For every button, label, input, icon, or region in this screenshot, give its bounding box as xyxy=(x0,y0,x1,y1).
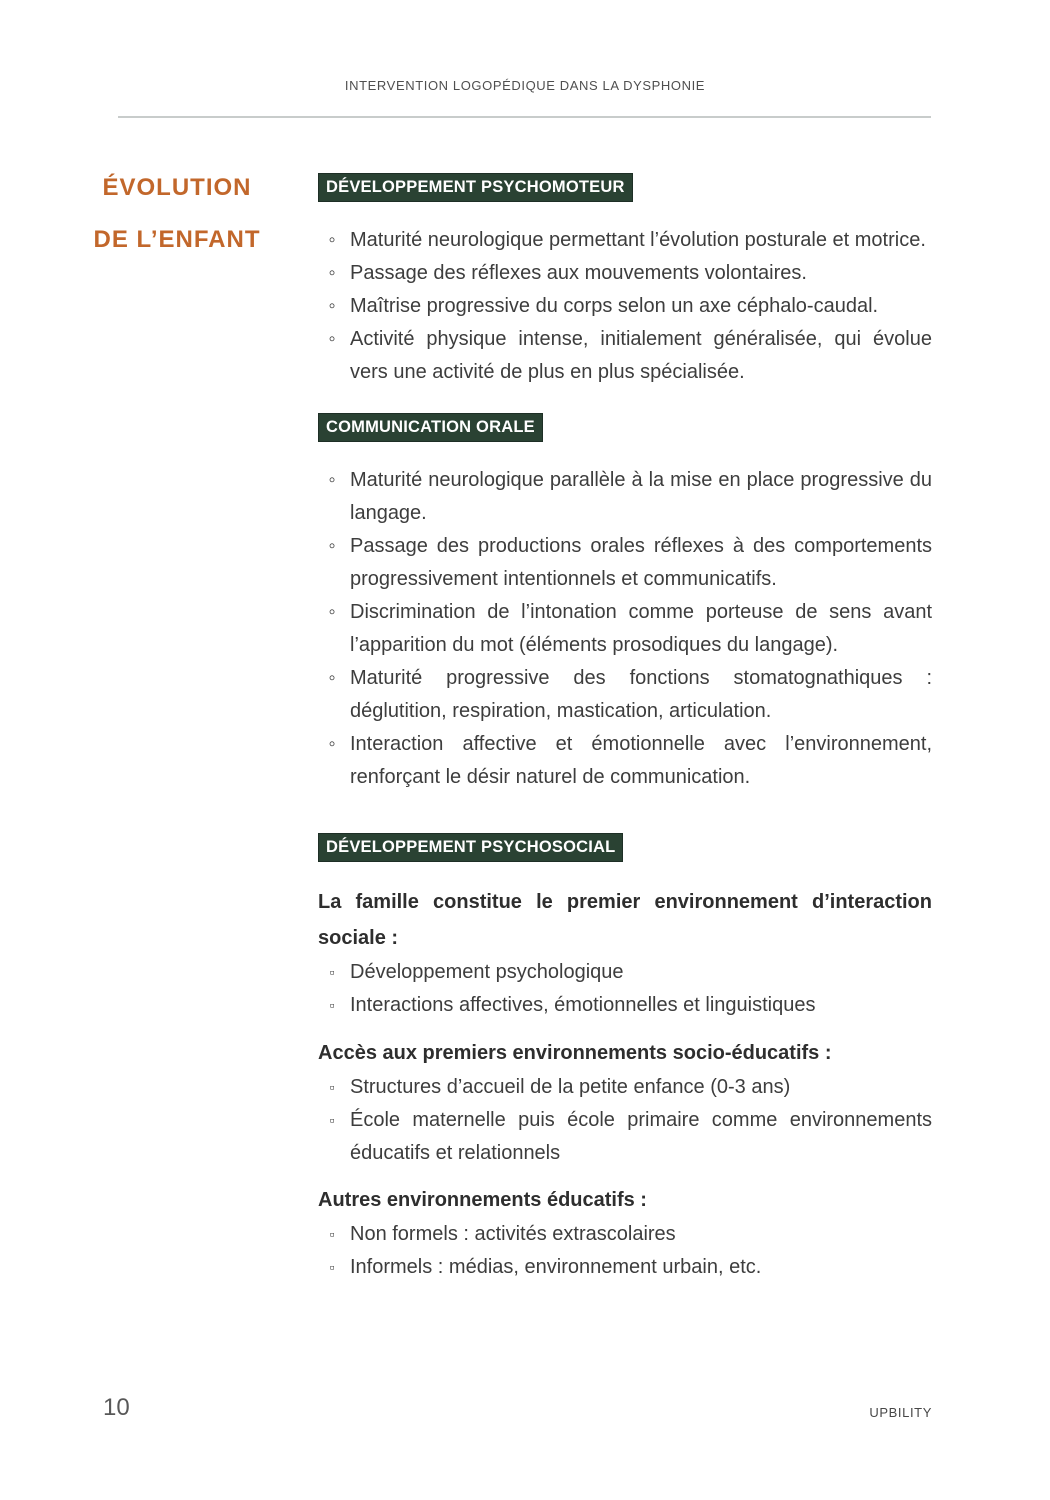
list-item xyxy=(318,290,932,323)
list-item xyxy=(318,1104,932,1170)
list-item xyxy=(318,1251,932,1284)
group-famille xyxy=(318,884,932,1022)
list-item-text: Activité physique intense, initialement généralisée, qui évolue vers une activité de plus en plus spécialisée. xyxy=(350,328,932,383)
bullet-list xyxy=(318,224,932,389)
square-bullet-icon: ▫ xyxy=(329,1226,335,1242)
list-item-text: Interaction affective et émotionnelle avec l’environnement, renforçant le désir naturel de communication. xyxy=(350,733,932,788)
list-item-text: Interactions affectives, émotionnelles et linguistiques xyxy=(350,994,816,1016)
header-divider xyxy=(118,116,931,118)
list-item xyxy=(318,989,932,1022)
list-item xyxy=(318,596,932,662)
square-bullet-icon: ▫ xyxy=(329,997,335,1013)
square-bullet-icon: ▫ xyxy=(329,1259,335,1275)
list-item-text: Discrimination de l’intonation comme porteuse de sens avant l’apparition du mot (éléments prosodiques du langage). xyxy=(350,601,932,656)
list-item xyxy=(318,530,932,596)
list-item xyxy=(318,1218,932,1251)
bullet-list xyxy=(318,956,932,1022)
group-heading: La famille constitue le premier environnement d’interaction sociale : xyxy=(318,891,932,949)
list-item-text: Maturité neurologique parallèle à la mise en place progressive du langage. xyxy=(350,469,932,524)
circle-bullet-icon: ◦ xyxy=(328,229,336,251)
section-developpement-psychosocial xyxy=(318,833,932,1284)
list-item-text: Maturité neurologique permettant l’évolution posturale et motrice. xyxy=(350,229,926,251)
circle-bullet-icon: ◦ xyxy=(328,535,336,557)
bullet-list xyxy=(318,464,932,794)
square-bullet-icon: ▫ xyxy=(329,1079,335,1095)
running-header: INTERVENTION LOGOPÉDIQUE DANS LA DYSPHONIE xyxy=(344,78,706,93)
chapter-title-line2: DE L’ENFANT xyxy=(93,226,261,253)
publisher-brand: UPBILITY xyxy=(869,1405,932,1420)
bullet-list xyxy=(318,1218,932,1284)
main-content xyxy=(318,173,932,1284)
list-item xyxy=(318,1071,932,1104)
badge-row xyxy=(318,173,932,202)
list-item xyxy=(318,956,932,989)
circle-bullet-icon: ◦ xyxy=(328,328,336,350)
circle-bullet-icon: ◦ xyxy=(328,601,336,623)
section-badge: COMMUNICATION ORALE xyxy=(318,413,543,442)
list-item-text: Non formels : activités extrascolaires xyxy=(350,1223,676,1245)
chapter-title xyxy=(58,162,296,266)
list-item-text: Maturité progressive des fonctions stomatognathiques : déglutition, respiration, mastication, articulation. xyxy=(350,667,932,722)
bullet-list xyxy=(318,1071,932,1170)
list-item xyxy=(318,728,932,794)
square-bullet-icon: ▫ xyxy=(329,1112,335,1128)
list-item-text: Structures d’accueil de la petite enfance (0-3 ans) xyxy=(350,1076,791,1098)
list-item xyxy=(318,257,932,290)
list-item-text: Passage des productions orales réflexes à des comportements progressivement intentionnels et communicatifs. xyxy=(350,535,932,590)
circle-bullet-icon: ◦ xyxy=(328,469,336,491)
square-bullet-icon: ▫ xyxy=(329,964,335,980)
circle-bullet-icon: ◦ xyxy=(328,262,336,284)
badge-row xyxy=(318,413,932,442)
badge-row xyxy=(318,833,932,862)
page-number: 10 xyxy=(103,1394,130,1421)
section-developpement-psychomoteur xyxy=(318,173,932,389)
chapter-title-line1: ÉVOLUTION xyxy=(102,174,252,201)
group-heading: Autres environnements éducatifs : xyxy=(318,1189,647,1211)
list-item-text: Maîtrise progressive du corps selon un axe céphalo-caudal. xyxy=(350,295,879,317)
list-item-text: Informels : médias, environnement urbain, etc. xyxy=(350,1256,762,1278)
circle-bullet-icon: ◦ xyxy=(328,295,336,317)
group-heading: Accès aux premiers environnements socio-éducatifs : xyxy=(318,1042,832,1064)
section-communication-orale xyxy=(318,413,932,794)
list-item xyxy=(318,662,932,728)
list-item-text: Passage des réflexes aux mouvements volontaires. xyxy=(350,262,807,284)
circle-bullet-icon: ◦ xyxy=(328,667,336,689)
group-autres-environnements xyxy=(318,1182,932,1284)
section-badge: DÉVELOPPEMENT PSYCHOMOTEUR xyxy=(318,173,633,202)
circle-bullet-icon: ◦ xyxy=(328,733,336,755)
list-item xyxy=(318,323,932,389)
list-item xyxy=(318,464,932,530)
section-badge: DÉVELOPPEMENT PSYCHOSOCIAL xyxy=(318,833,623,862)
group-socio-educatifs xyxy=(318,1035,932,1170)
list-item-text: École maternelle puis école primaire comme environnements éducatifs et relationnels xyxy=(350,1109,932,1164)
list-item xyxy=(318,224,932,257)
list-item-text: Développement psychologique xyxy=(350,961,624,983)
